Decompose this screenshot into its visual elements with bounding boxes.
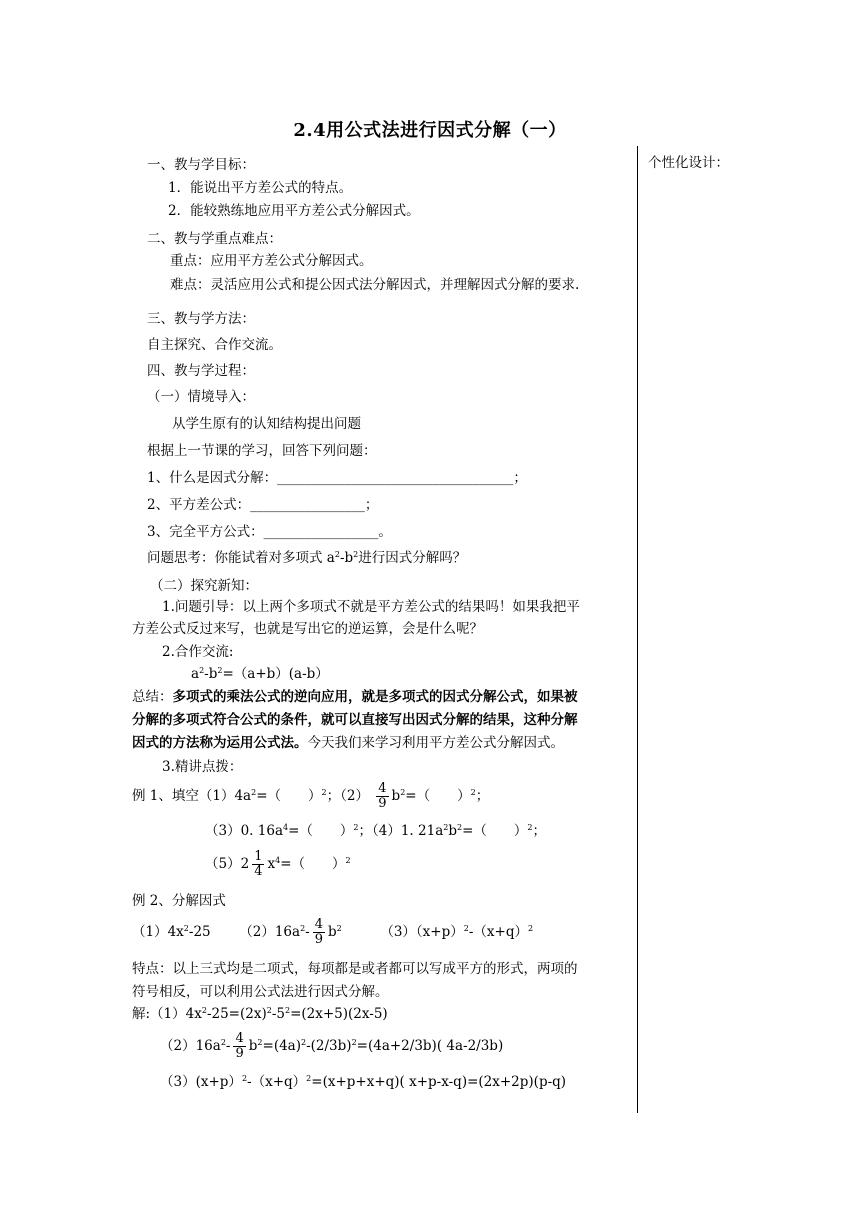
difficult-point: 难点：灵活应用公式和提公因式法分解因式，并理解因式分解的要求. <box>170 277 580 293</box>
question-1: 1、什么是因式分解：___________________________________； <box>147 470 527 486</box>
guide-line-1: 1.问题引导：以上两个多项式不就是平方差公式的结果吗！如果我把平 <box>162 599 580 615</box>
guide-line-2: 方差公式反过来写，也就是写出它的逆运算，会是什么呢？ <box>132 621 483 637</box>
summary-line-3: 因式的方法称为运用公式法。今天我们来学习利用平方差公式分解因式。 <box>132 735 564 751</box>
fraction-4-9: $\frac{4}{9}$ <box>378 781 387 811</box>
example2-problems: $(1)4x^2-25$ $(2)16a^2-$ $\frac{4}{9}$ $b^2$ $(3)(x+p)^2-(x+q)^2$ <box>132 917 534 947</box>
cooperation-heading: 2.合作交流: <box>162 644 234 660</box>
section2-heading: 二、教与学重点难点： <box>147 231 282 247</box>
part1-intro: 根据上一节课的学习，回答下列问题： <box>147 443 377 459</box>
column-divider <box>637 146 638 1113</box>
feature-line-2: 符号相反，可以利用公式法进行因式分解。 <box>132 984 389 1000</box>
section4-heading: 四、教与学过程： <box>147 363 255 379</box>
fraction-4-9-c: $\frac{4}{9}$ <box>235 1031 244 1061</box>
objective-1: 1．能说出平方差公式的特点。 <box>168 180 353 196</box>
example1-row3: （5）2 $\frac{1}{4}$ $x^4=$（ ）$^2$ <box>205 849 351 879</box>
question-2: 2、平方差公式：_________________； <box>147 497 379 513</box>
part1-heading: （一）情境导入： <box>147 389 255 405</box>
part2-heading: （二）探究新知： <box>150 578 258 594</box>
side-label: 个性化设计： <box>648 155 729 171</box>
fraction-1-4: $\frac{1}{4}$ <box>254 849 263 879</box>
solution-3: $(3)(x+p)^2-(x+q)^2=(x+p+x+q)$( x+p-x-q)=(2x+2p)(p-q) <box>160 1074 567 1090</box>
feature-line-1: 特点：以上三式均是二项式，每项都是或者都可以写成平方的形式，两项的 <box>132 961 578 977</box>
example1-row1: 例 1、填空$(1)4a^2=$（ ）$^2$；（2） $\frac{4}{9}$ $b^2=$（ ）$^2$； <box>132 781 490 811</box>
solution-1: 解$:(1)4x^2-25=(2x)^2-5^2=(2x+5)(2x-5)$ <box>132 1006 388 1022</box>
summary-line-1: 总结：多项式的乘法公式的逆向应用，就是多项式的因式分解公式，如果被 <box>132 689 578 705</box>
example2-title: 例 2、分解因式 <box>132 893 226 909</box>
objective-2: 2．能较熟练地应用平方差公式分解因式。 <box>168 203 420 219</box>
example1-row2: （3）0. $16a^4=$（ ）$^2$；（4）1. $21a^2b^2=$（ ）$^2$； <box>205 823 546 839</box>
section3-heading: 三、教与学方法： <box>147 311 255 327</box>
section1-heading: 一、教与学目标： <box>147 157 255 173</box>
method-text: 自主探究、合作交流。 <box>147 337 282 353</box>
solution-2: $(2)16a^2-$ $\frac{4}{9}$ $b^2=(4a)^2-(2/3b)^2=(4a+2/3b)$( 4a-2/3b) <box>160 1031 504 1061</box>
fraction-4-9-b: $\frac{4}{9}$ <box>314 917 323 947</box>
summary-line-2: 分解的多项式符合公式的条件，就可以直接写出因式分解的结果，这种分解 <box>132 712 578 728</box>
difference-of-squares-formula: $a^2-b^2=(a+b)(a-b)$ <box>191 666 329 682</box>
thinking-question: 问题思考：你能试着对多项式 $a^2-b^2$进行因式分解吗？ <box>147 550 467 566</box>
question-3: 3、完全平方公式：_________________。 <box>147 524 392 540</box>
part1-text: 从学生原有的认知结构提出问题 <box>172 416 361 432</box>
page-title: 2.4用公式法进行因式分解（一） <box>293 120 567 141</box>
key-point: 重点：应用平方差公式分解因式。 <box>170 253 373 269</box>
explain-heading: 3.精讲点拨： <box>162 759 243 775</box>
